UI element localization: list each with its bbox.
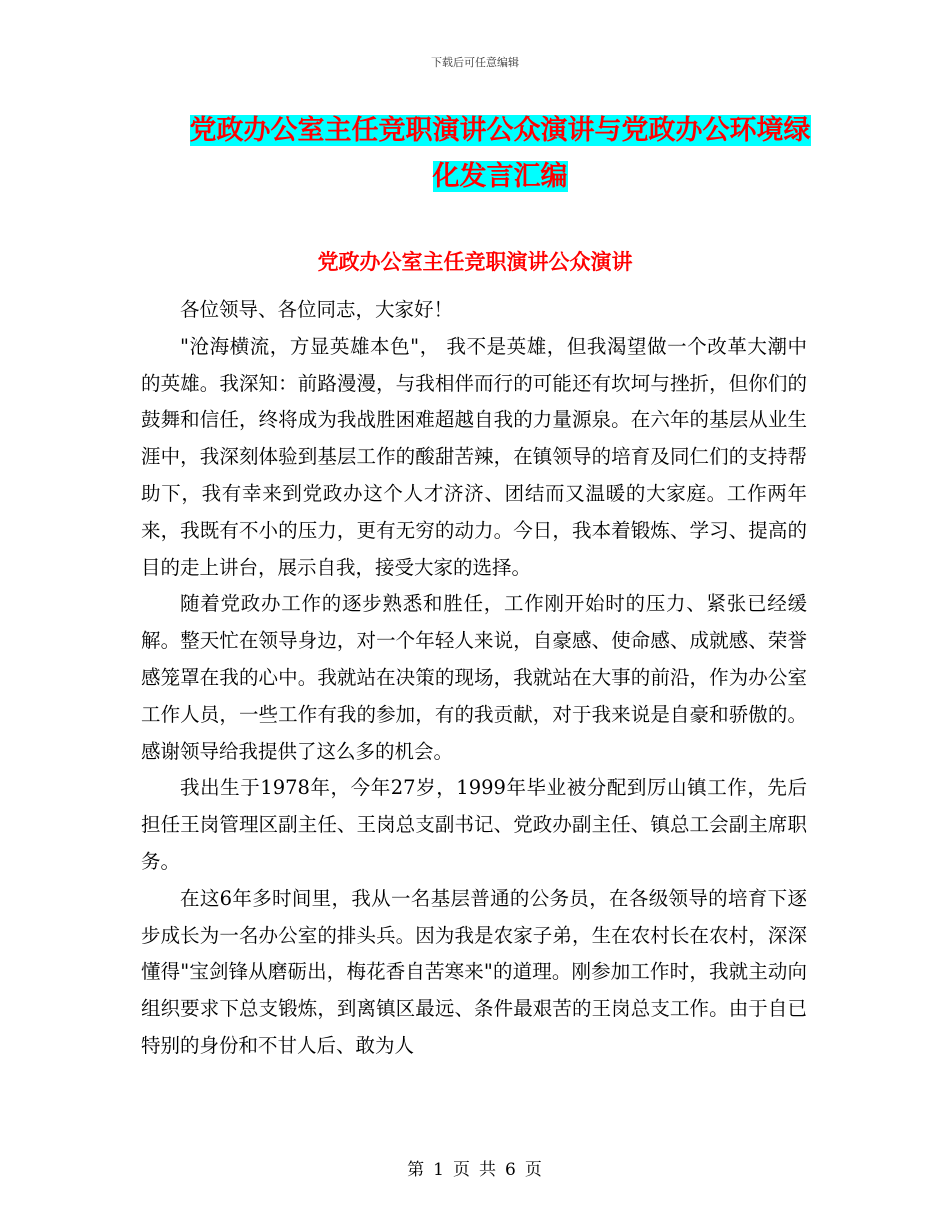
footer-page-unit: 页: [453, 1160, 471, 1180]
document-title-line1: 党政办公室主任竞职演讲公众演讲与党政办公环境绿: [189, 115, 811, 146]
paragraph-greeting: 各位领导、各位同志，大家好！: [180, 298, 454, 321]
document-title-line2: 化发言汇编: [432, 161, 568, 192]
footer-total-unit: 页: [524, 1160, 543, 1180]
footer-page-number: 1: [433, 1160, 445, 1180]
body-text: [141, 292, 807, 1065]
footer-page-word: 第: [407, 1160, 426, 1180]
header-note: 下载后可任意编辑: [431, 56, 519, 69]
paragraph: 在这6年多时间里，我从一名基层普通的公务员，在各级领导的培育下逐步成长为一名办公室的排头兵。因为我是农家子弟，生在农村长在农村，深深懂得"宝剑锋从磨砺出，梅花香自苦寒来"的道理。刚参加工作时，我就主动向组织要求下总支锻炼，到离镇区最远、条件最艰苦的王岗总支工作。由于自已特别的身份和不甘人后、敢为人: [141, 886, 807, 1057]
document-title: [140, 108, 860, 200]
paragraph: 我出生于1978年，今年27岁，1999年毕业被分配到厉山镇工作，先后担任王岗管理区副主任、王岗总支副书记、党政办副主任、镇总工会副主席职务。: [141, 776, 807, 873]
paragraph: "沧海横流，方显英雄本色"， 我不是英雄，但我渴望做一个改革大潮中的英雄。我深知：前路漫漫，与我相伴而行的可能还有坎坷与挫折，但你们的鼓舞和信任，终将成为我战胜困难超越自我的力量源泉。在六年的基层从业生涯中，我深刻体验到基层工作的酸甜苦辣，在镇领导的培育及同仁们的支持帮助下，我有幸来到党政办这个人才济济、团结而又温暖的大家庭。工作两年来，我既有不小的压力，更有无穷的动力。今日，我本着锻炼、学习、提高的目的走上讲台，展示自我，接受大家的选择。: [141, 334, 807, 579]
paragraph: 随着党政办工作的逐步熟悉和胜任，工作刚开始时的压力、紧张已经缓解。整天忙在领导身边，对一个年轻人来说，自豪感、使命感、成就感、荣誉感笼罩在我的心中。我就站在决策的现场，我就站在大事的前沿，作为办公室工作人员，一些工作有我的参加，有的我贡献，对于我来说是自豪和骄傲的。感谢领导给我提供了这么多的机会。: [141, 592, 807, 763]
section-title: 党政办公室主任竞职演讲公众演讲: [317, 250, 633, 274]
page-footer: [0, 1155, 950, 1180]
footer-total-number: 6: [505, 1160, 517, 1180]
footer-total-word: 共: [479, 1160, 497, 1180]
